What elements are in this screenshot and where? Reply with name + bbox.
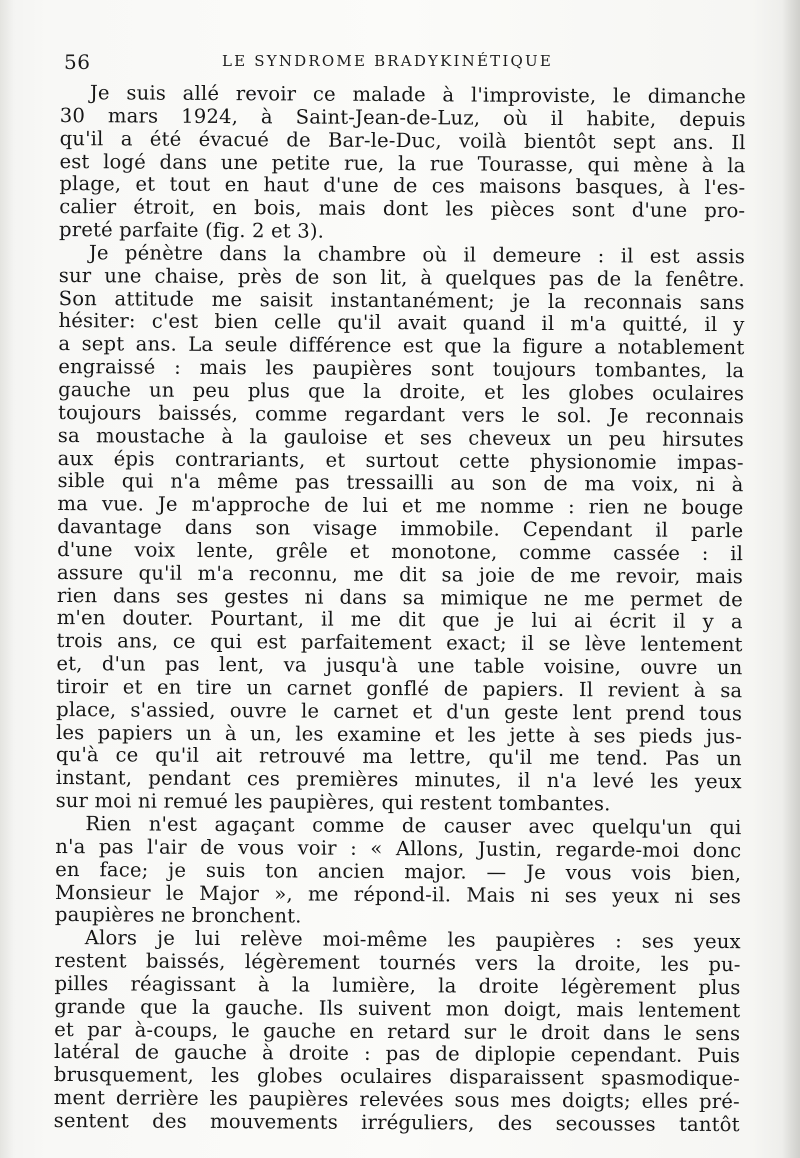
text-line: qu'il a été évacué de Bar-le-Duc, voilà bientôt sept ans. Il <box>59 126 746 154</box>
text-line: assure qu'il m'a reconnu, me dit sa joie de me revoir, mais <box>56 560 744 588</box>
text-line: grande que la gauche. Ils suivent mon doigt, mais lentement <box>54 994 741 1022</box>
text-line: 30 mars 1924, à Saint-Jean-de-Luz, où il habite, depuis <box>59 103 746 132</box>
text-line: Son attitude me saisit instantanément; je la reconnais sans <box>58 286 745 314</box>
text-line: plage, et tout en haut d'une de ces maisons basques, à l'es- <box>59 172 746 200</box>
text-line: sible qui n'a même pas tressailli au son de ma voix, ni à <box>57 469 744 497</box>
paragraph-4 <box>54 927 741 1137</box>
paragraph-2 <box>56 242 745 817</box>
text-line: ma vue. Je m'approche de lui et me nomme : rien ne bouge <box>57 492 744 520</box>
text-line: Rien n'est agaçant comme de causer avec quelqu'un qui <box>85 812 742 840</box>
text-line: Alors je lui relève moi-même les paupières : ses yeux <box>84 926 741 954</box>
text-line: toujours baissés, comme regardant vers le sol. Je reconnais <box>57 400 745 428</box>
text-line: qu'à ce qu'il ait retrouvé ma lettre, qu'il me tend. Pas un <box>55 743 742 771</box>
text-line: Monsieur le Major », me répond-il. Mais ni ses yeux ni ses <box>54 880 742 908</box>
text-line: brusquement, les globes oculaires disparaissent spasmodique- <box>53 1063 740 1091</box>
text-line: sur une chaise, près de son lit, à quelques pas de la fenêtre. <box>58 263 745 291</box>
page-number: 56 <box>64 50 91 74</box>
text-line: davantage dans son visage immobile. Cependant il parle <box>57 515 744 543</box>
text-line: en face; je suis ton ancien major. — Je vous vois bien, <box>55 857 742 885</box>
text-line: les papiers un à un, les examine et les jette à ses pieds jus- <box>55 720 743 748</box>
text-line: latéral de gauche à droite : pas de diplopie cependant. Puis <box>54 1040 741 1068</box>
body-text <box>54 82 746 1137</box>
text-line: sa moustache à la gauloise et ses cheveux un peu hirsutes <box>57 423 744 451</box>
text-line: Je suis allé revoir ce malade à l'improviste, le dimanche <box>89 81 746 109</box>
text-line: m'en douter. Pourtant, il me dit que je lui ai écrit il y a <box>56 606 743 634</box>
text-line: n'a pas l'air de vous voir : « Allons, Justin, regarde-moi donc <box>55 834 742 863</box>
text-line: hésiter: c'est bien celle qu'il avait quand il m'a quitté, il y <box>58 309 745 337</box>
text-line: trois ans, ce qui est parfaitement exact; il se lève lentement <box>56 629 743 657</box>
text-line: Je pénètre dans la chambre où il demeure : il est assis <box>88 241 746 269</box>
paragraph-1 <box>59 82 746 246</box>
running-title: LE SYNDROME BRADYKINÉTIQUE <box>222 52 553 70</box>
text-line: aux épis contrariants, et surtout cette physionomie impas- <box>57 446 744 474</box>
text-line: d'une voix lente, grêle et monotone, comme cassée : il <box>57 537 744 566</box>
page-header <box>62 46 752 74</box>
text-line: gauche un peu plus que la droite, et les globes oculaires <box>58 377 745 406</box>
text-line: est logé dans une petite rue, la rue Tourasse, qui mène à la <box>59 149 746 177</box>
text-line: ment derrière les paupières relevées sous mes doigts; elles pré- <box>53 1086 740 1114</box>
text-line: paupières ne bronchent. <box>54 903 302 928</box>
text-line: sentent des mouvements irréguliers, des secousses tantôt <box>53 1108 740 1137</box>
text-line: place, s'assied, ouvre le carnet et d'un geste lent prend tous <box>56 697 743 725</box>
text-line: rien dans ses gestes ni dans sa mimique ne me permet de <box>56 583 743 611</box>
text-line: et par à-coups, le gauche en retard sur le droit dans le sens <box>54 1017 741 1045</box>
paragraph-3 <box>55 813 742 931</box>
text-line: preté parfaite (fig. 2 et 3). <box>59 218 325 243</box>
text-line: engraissé : mais les paupières sont toujours tombantes, la <box>58 355 745 383</box>
text-line: sur moi ni remué les paupières, qui restent tombantes. <box>55 789 611 816</box>
text-line: calier étroit, en bois, mais dont les pièces sont d'une pro- <box>59 195 746 223</box>
text-line: instant, pendant ces premières minutes, il n'a levé les yeux <box>55 766 742 794</box>
text-line: tiroir et en tire un carnet gonflé de papiers. Il revient à sa <box>56 674 743 703</box>
text-line: a sept ans. La seule différence est que la figure a notablement <box>58 332 745 360</box>
text-line: pilles réagissant à la lumière, la droite légèrement plus <box>54 971 741 1000</box>
text-line: et, d'un pas lent, va jusqu'à une table voisine, ouvre un <box>56 652 743 680</box>
text-line: restent baissés, légèrement tournés vers la droite, les pu- <box>54 949 741 977</box>
